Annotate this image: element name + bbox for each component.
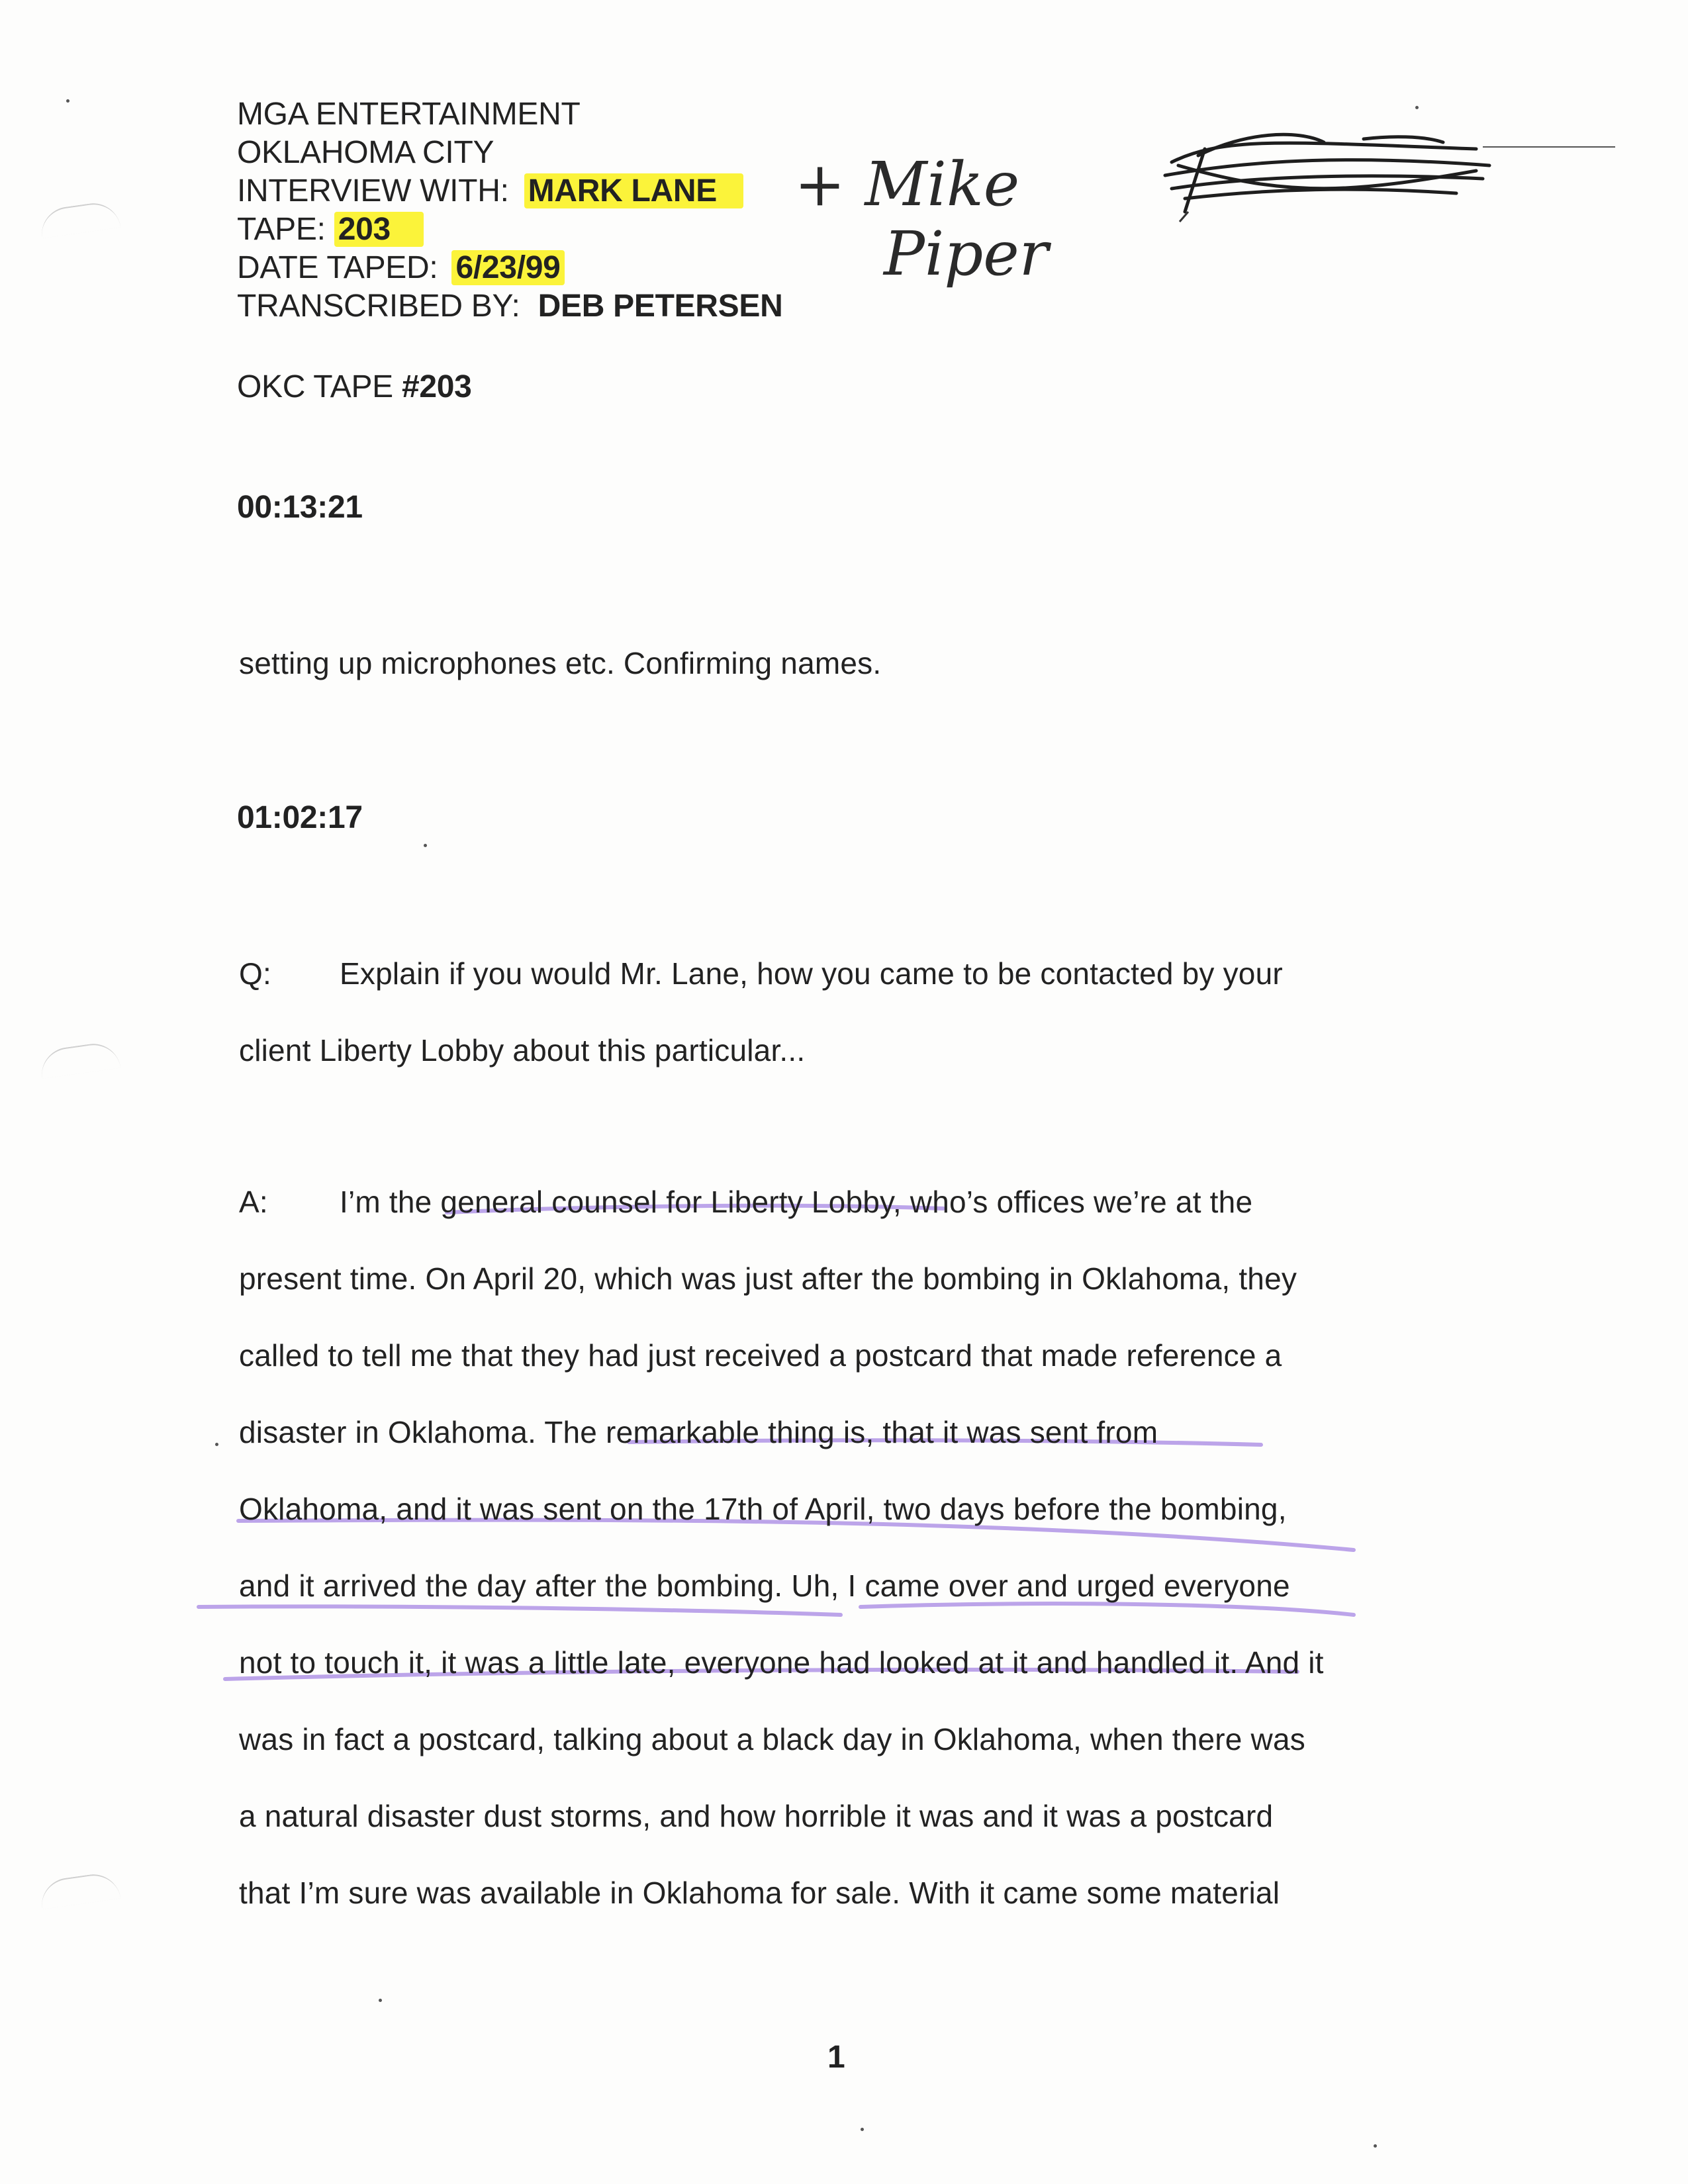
scan-speck xyxy=(215,1443,218,1446)
timecode-first: 00:13:21 xyxy=(237,490,363,525)
tape-value: 203 xyxy=(334,212,424,247)
interview-label: INTERVIEW WITH: xyxy=(237,173,509,208)
underline-arrived-b xyxy=(861,1604,1354,1615)
answer-line: a natural disaster dust storms, and how horrible it was and it was a postcard xyxy=(239,1799,1274,1833)
timecode-second: 01:02:17 xyxy=(237,800,363,835)
okc-tape-value: #203 xyxy=(401,369,472,404)
answer-line: I’m the general counsel for Liberty Lobby, who’s offices we’re at the xyxy=(340,1185,1253,1219)
answer-line: and it arrived the day after the bombing. Uh, I came over and urged everyone xyxy=(239,1569,1290,1603)
answer-line: not to touch it, it was a little late, everyone had looked at it and handled it. And it xyxy=(239,1645,1324,1680)
question-line: Explain if you would Mr. Lane, how you came to be contacted by your xyxy=(340,956,1283,991)
date-value: 6/23/99 xyxy=(451,250,564,285)
interview-value: MARK LANE xyxy=(524,173,743,208)
header-city: OKLAHOMA CITY xyxy=(237,135,494,170)
scan-speck xyxy=(66,99,70,103)
answer-line: called to tell me that they had just received a postcard that made reference a xyxy=(239,1338,1282,1373)
answer-line: present time. On April 20, which was just after the bombing in Oklahoma, they xyxy=(239,1261,1297,1296)
scan-speck xyxy=(379,1999,382,2002)
page-number: 1 xyxy=(827,2040,845,2075)
transcribed-value: DEB PETERSEN xyxy=(538,289,783,324)
header-company: MGA ENTERTAINMENT xyxy=(237,97,581,132)
handwritten-note-line2: Piper xyxy=(884,218,1049,289)
scan-speck xyxy=(1415,106,1419,109)
date-label: DATE TAPED: xyxy=(237,250,438,285)
transcribed-label: TRANSCRIBED BY: xyxy=(237,289,520,324)
scan-speck xyxy=(861,2128,864,2131)
tape-label: TAPE: xyxy=(237,212,326,247)
question-line: client Liberty Lobby about this particular... xyxy=(239,1033,806,1068)
answer-line: Oklahoma, and it was sent on the 17th of April, two days before the bombing, xyxy=(239,1492,1287,1526)
handwritten-note-line1: + Mike xyxy=(794,149,1020,220)
answer-line: that I’m sure was available in Oklahoma for sale. With it came some material xyxy=(239,1876,1280,1910)
underline-arrived-a xyxy=(199,1606,841,1615)
question-speaker: Q: xyxy=(239,956,271,991)
setup-note: setting up microphones etc. Confirming names. xyxy=(239,646,882,680)
okc-tape-label: OKC TAPE xyxy=(237,369,402,404)
answer-speaker: A: xyxy=(239,1185,268,1219)
scribble-tick xyxy=(1180,212,1188,222)
scan-speck xyxy=(424,844,427,847)
scan-speck xyxy=(1374,2144,1377,2148)
answer-line: disaster in Oklahoma. The remarkable thing is, that it was sent from xyxy=(239,1415,1158,1449)
answer-line: was in fact a postcard, talking about a black day in Oklahoma, when there was xyxy=(239,1722,1305,1756)
scribble-mark xyxy=(1165,134,1489,212)
